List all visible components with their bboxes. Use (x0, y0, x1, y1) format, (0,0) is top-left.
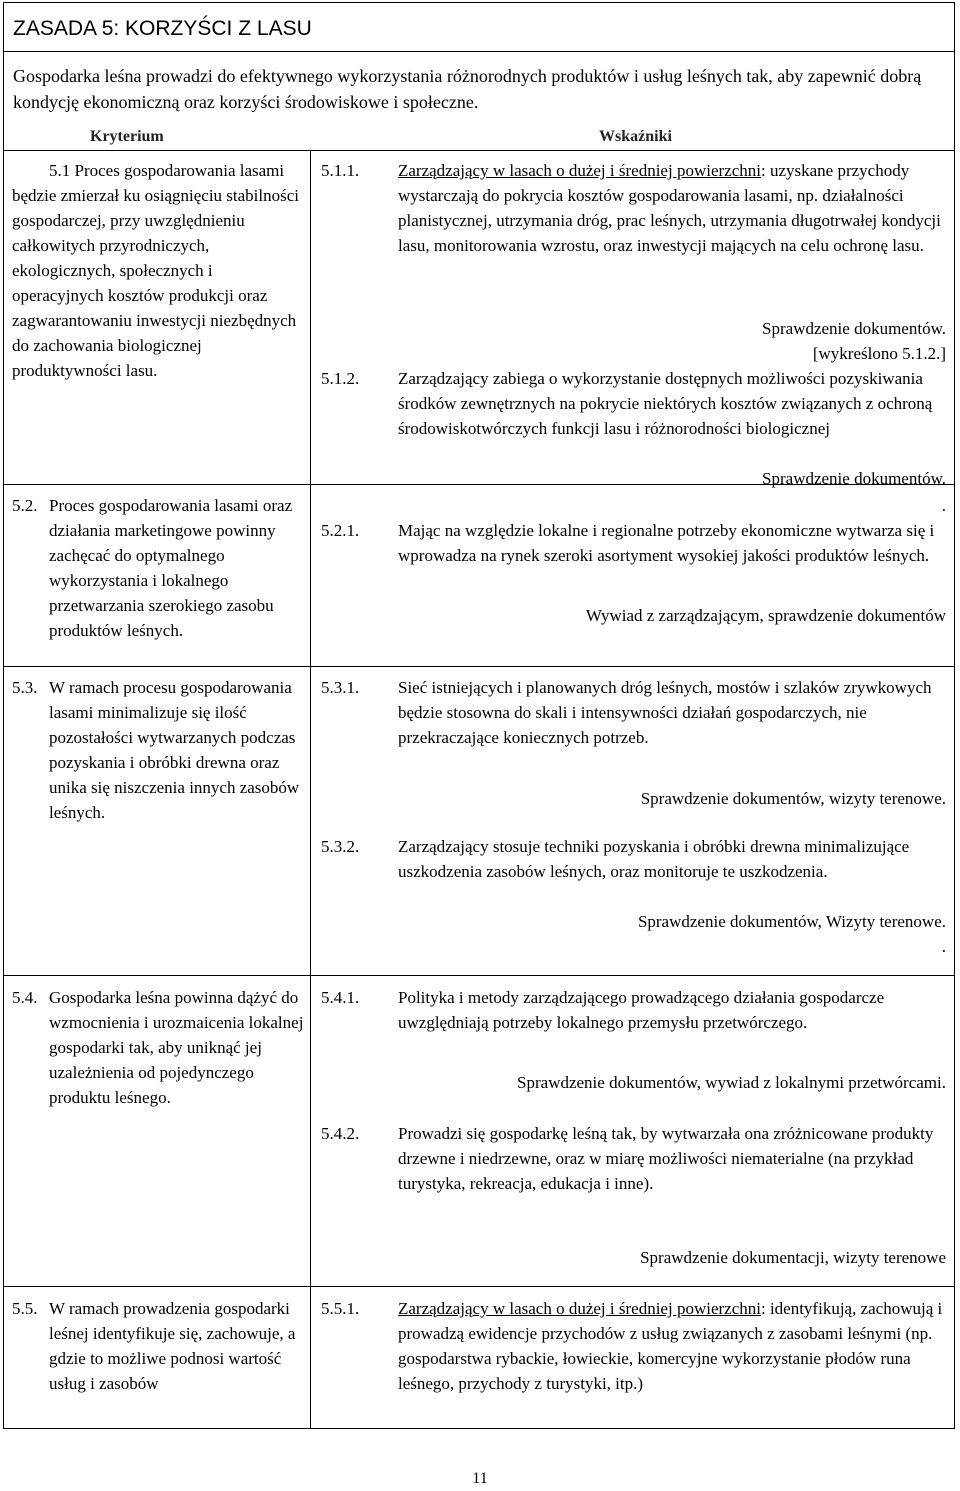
row-divider (3, 666, 955, 667)
criterion-number: 5.1 (49, 161, 71, 180)
page-number: 11 (472, 1470, 488, 1487)
indicator-number-5-5-1: 5.5.1. (321, 1299, 360, 1318)
indicator-lead: Zarządzający w lasach o dużej i średniej powierzchni (398, 161, 761, 180)
indicator-text: : uzyskane przychody wystarczają do pokrycia kosztów gospodarowania lasami, np. działalności planistycznej, utrzymania dróg, prac leśnych, utrzymania długotrwałej kondycji lasu, monitorowania wzrostu, oraz inwestycji mających na celu ochronę lasu. (398, 161, 941, 255)
criterion-5-3: W ramach procesu gospodarowania lasami minimalizuje się ilość pozostałości wytwarzanych podczas pozyskania i obróbki drewna oraz unika się niszczenia innych zasobów leśnych. (49, 678, 300, 822)
indicator-number-5-2-1: 5.2.1. (321, 521, 360, 540)
indicator-number-5-1-1: 5.1.1. (321, 161, 360, 180)
trailing-dot: . (941, 937, 946, 956)
indicator-text: : identyfikują, zachowują i prowadzą ewidencje przychodów z usług związanych z zasobami leśnymi (np. gospodarstwa rybackie, łowieckie, komercyjne wykorzystanie płodów runa leśnego, przychody z turystyki, itp.) (398, 1299, 943, 1393)
indicator-number-5-4-1: 5.4.1. (321, 988, 360, 1007)
criterion-5-5: W ramach prowadzenia gospodarki leśnej identyfikuje się, zachowuje, a gdzie to możliwe podnosi wartość usług i zasobów (49, 1299, 296, 1393)
verification-5-1-2: Sprawdzenie dokumentów. (762, 469, 946, 488)
principle-intro: Gospodarka leśna prowadzi do efektywnego wykorzystania różnorodnych produktów i usług leśnych tak, aby zapewnić dobrą kondycję ekonomiczną oraz korzyści środowiskowe i społeczne. (13, 66, 922, 112)
criterion-number-5-2: 5.2. (12, 496, 38, 515)
criterion-number-5-4: 5.4. (12, 988, 38, 1007)
verification-5-2-1: Wywiad z zarządzającym, sprawdzenie dokumentów (585, 606, 946, 625)
criterion-5-2: Proces gospodarowania lasami oraz działania marketingowe powinny zachęcać do optymalnego wykorzystania i lokalnego przetwarzania szerokiego zasobu produktów leśnych. (49, 496, 293, 640)
verification-5-3-2: Sprawdzenie dokumentów, Wizyty terenowe. (637, 912, 946, 931)
indicator-number-5-3-1: 5.3.1. (321, 678, 360, 697)
indicator-5-4-2: Prowadzi się gospodarkę leśną tak, by wytwarzała ona zróżnicowane produkty drzewne i niedrzewne, oraz w miarę możliwości niematerialne (na przykład turystyka, rekreacja, edukacja i inne). (398, 1124, 934, 1193)
indicator-number-5-4-2: 5.4.2. (321, 1124, 360, 1143)
verification-5-3-1: Sprawdzenie dokumentów, wizyty terenowe. (640, 789, 946, 808)
criterion-5-1 (12, 158, 302, 383)
trailing-dot: . (941, 496, 946, 515)
verification-5-4-1: Sprawdzenie dokumentów, wywiad z lokalnymi przetwórcami. (517, 1073, 946, 1092)
indicator-5-3-1: Sieć istniejących i planowanych dróg leśnych, mostów i szlaków zrywkowych będzie stosowna do skali i intensywności działań gospodarczych, nie przekraczające koniecznych potrzeb. (398, 678, 932, 747)
title-row (3, 2, 955, 52)
column-divider (310, 150, 311, 1429)
row-divider (3, 975, 955, 976)
struck-indicator-note: [wykreślono 5.1.2.] (812, 344, 946, 363)
criterion-number-5-3: 5.3. (12, 678, 38, 697)
indicator-5-4-1: Polityka i metody zarządzającego prowadzącego działania gospodarcze uwzględniają potrzeby lokalnego przemysłu przetwórczego. (398, 988, 885, 1032)
row-divider (3, 1286, 955, 1287)
indicator-5-2-1: Mając na względzie lokalne i regionalne potrzeby ekonomiczne wytwarza się i wprowadza na rynek szeroki asortyment wysokiej jakości produktów leśnych. (398, 521, 935, 565)
column-header-criterion: Kryterium (90, 128, 164, 145)
header-row-divider (3, 150, 955, 151)
indicator-number-5-3-2: 5.3.2. (321, 837, 360, 856)
indicator-5-5-1 (398, 1296, 948, 1396)
verification-5-4-2: Sprawdzenie dokumentacji, wizyty terenowe (640, 1248, 946, 1267)
column-header-indicators: Wskaźniki (599, 128, 672, 145)
principle-title: ZASADA 5: KORZYŚCI Z LASU (13, 17, 312, 40)
indicator-5-3-2: Zarządzający stosuje techniki pozyskania i obróbki drewna minimalizujące uszkodzenia zasobów leśnych, oraz monitoruje te uszkodzenia. (398, 837, 910, 881)
criterion-5-4: Gospodarka leśna powinna dążyć do wzmocnienia i urozmaicenia lokalnej gospodarki tak, aby uniknąć jej uzależnienia od pojedynczego produktu leśnego. (49, 988, 304, 1107)
indicator-lead: Zarządzający w lasach o dużej i średniej powierzchni (398, 1299, 761, 1318)
criterion-number-5-5: 5.5. (12, 1299, 38, 1318)
indicator-number-5-1-2: 5.1.2. (321, 369, 360, 388)
verification-5-1-1: Sprawdzenie dokumentów. (762, 319, 946, 338)
indicator-5-1-1 (398, 158, 948, 258)
criterion-text: Proces gospodarowania lasami będzie zmierzał ku osiągnięciu stabilności gospodarczej, przy uwzględnieniu całkowitych przyrodniczych, ekologicznych, społecznych i operacyjnych kosztów produkcji oraz zagwarantowaniu inwestycji niezbędnych do zachowania biologicznej produktywności lasu. (12, 161, 300, 380)
indicator-5-1-2: Zarządzający zabiega o wykorzystanie dostępnych możliwości pozyskiwania środków zewnętrznych na pokrycie niektórych kosztów związanych z ochroną środowiskotwórczych funkcji lasu i różnorodności biologicznej (398, 369, 933, 438)
